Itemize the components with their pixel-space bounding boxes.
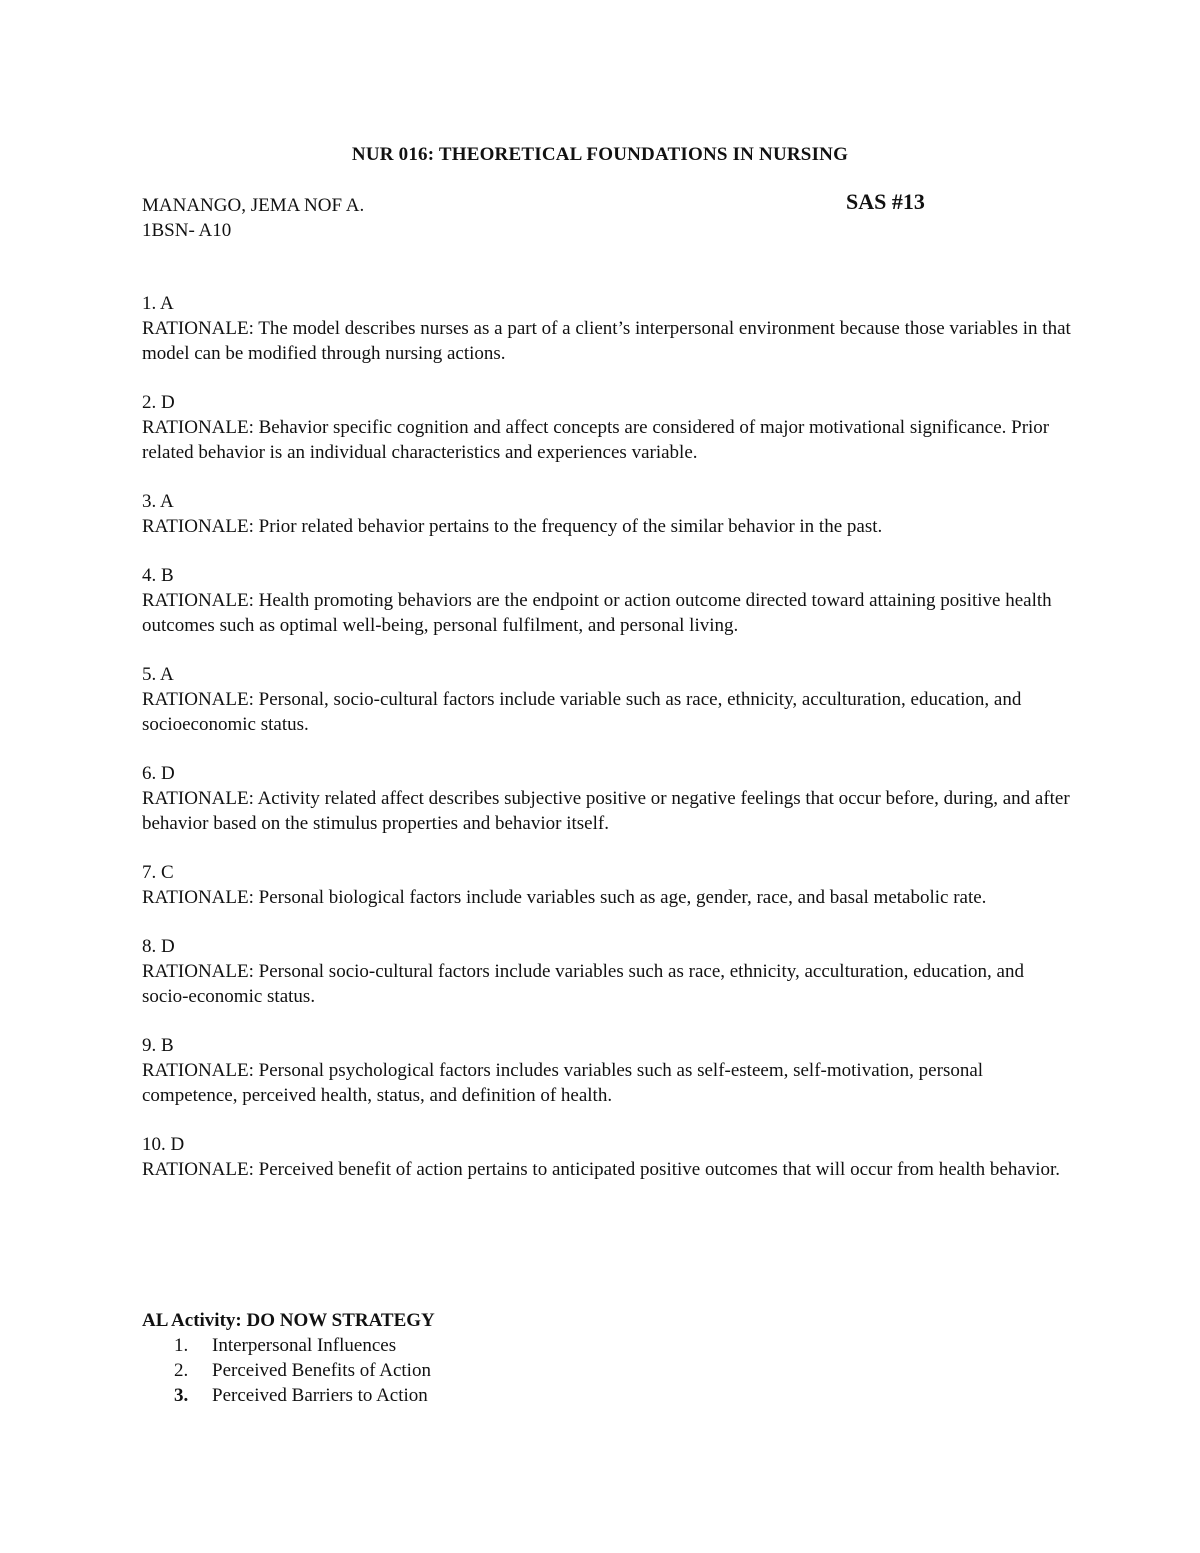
- answer-rationale: RATIONALE: The model describes nurses as a part of a client’s interpersonal environment because those variables in that model can be modified through nursing actions.: [142, 318, 1071, 364]
- answer-rationale: RATIONALE: Personal psychological factors includes variables such as self-esteem, self-motivation, personal competence, perceived health, status, and definition of health.: [142, 1060, 984, 1106]
- answer-key: 1. A: [142, 293, 174, 314]
- answer-item-2: [142, 390, 1072, 465]
- student-name: MANANGO, JEMA NOF A.: [142, 195, 365, 216]
- answer-rationale: RATIONALE: Perceived benefit of action pertains to anticipated positive outcomes that will occur from health behavior.: [142, 1159, 1061, 1180]
- answer-item-8: [142, 934, 1072, 1009]
- answer-rationale: RATIONALE: Personal socio-cultural factors include variables such as race, ethnicity, acculturation, education, and socio-economic status.: [142, 961, 1024, 1007]
- answer-key: 5. A: [142, 664, 174, 685]
- activity-list: [142, 1333, 1042, 1408]
- answer-key: 7. C: [142, 862, 174, 883]
- answer-item-3: [142, 489, 1072, 539]
- answer-item-7: [142, 860, 1072, 910]
- list-text: Perceived Barriers to Action: [212, 1385, 428, 1406]
- activity-section: [142, 1308, 1042, 1408]
- answer-rationale: RATIONALE: Prior related behavior pertains to the frequency of the similar behavior in the past.: [142, 516, 883, 537]
- answer-item-5: [142, 662, 1072, 737]
- activity-list-item: [142, 1383, 1042, 1408]
- answer-key: 10. D: [142, 1134, 185, 1155]
- list-text: Interpersonal Influences: [212, 1335, 397, 1356]
- answer-rationale: RATIONALE: Personal biological factors include variables such as age, gender, race, and basal metabolic rate.: [142, 887, 987, 908]
- answer-rationale: RATIONALE: Activity related affect describes subjective positive or negative feelings that occur before, during, and after behavior based on the stimulus properties and behavior itself.: [142, 788, 1070, 834]
- answer-key: 4. B: [142, 565, 174, 586]
- list-number: 2.: [174, 1360, 189, 1381]
- answer-item-9: [142, 1033, 1072, 1108]
- answer-key: 3. A: [142, 491, 174, 512]
- answer-item-10: [142, 1132, 1072, 1182]
- answer-key: 9. B: [142, 1035, 174, 1056]
- answer-item-6: [142, 761, 1072, 836]
- answer-key: 8. D: [142, 936, 175, 957]
- answer-key: 6. D: [142, 763, 175, 784]
- answer-key: 2. D: [142, 392, 175, 413]
- activity-title: AL Activity: DO NOW STRATEGY: [142, 1310, 435, 1331]
- student-section: 1BSN- A10: [142, 220, 232, 241]
- activity-list-item: [142, 1333, 1042, 1358]
- answer-item-1: [142, 291, 1072, 366]
- answer-item-4: [142, 563, 1072, 638]
- activity-list-item: [142, 1358, 1042, 1383]
- list-number: 3.: [174, 1385, 189, 1406]
- answer-rationale: RATIONALE: Health promoting behaviors are the endpoint or action outcome directed toward attaining positive health outcomes such as optimal well-being, personal fulfilment, and personal living.: [142, 590, 1052, 636]
- document-title: NUR 016: THEORETICAL FOUNDATIONS IN NURSING: [351, 144, 849, 165]
- answer-rationale: RATIONALE: Personal, socio-cultural factors include variable such as race, ethnicity, acculturation, education, and socioeconomic status.: [142, 689, 1022, 735]
- list-text: Perceived Benefits of Action: [212, 1360, 431, 1381]
- answer-list: [142, 291, 1072, 1206]
- list-number: 1.: [174, 1335, 189, 1356]
- sas-number: SAS #13: [846, 189, 925, 214]
- answer-rationale: RATIONALE: Behavior specific cognition and affect concepts are considered of major motivational significance. Prior related behavior is an individual characteristics and experiences variable.: [142, 417, 1050, 463]
